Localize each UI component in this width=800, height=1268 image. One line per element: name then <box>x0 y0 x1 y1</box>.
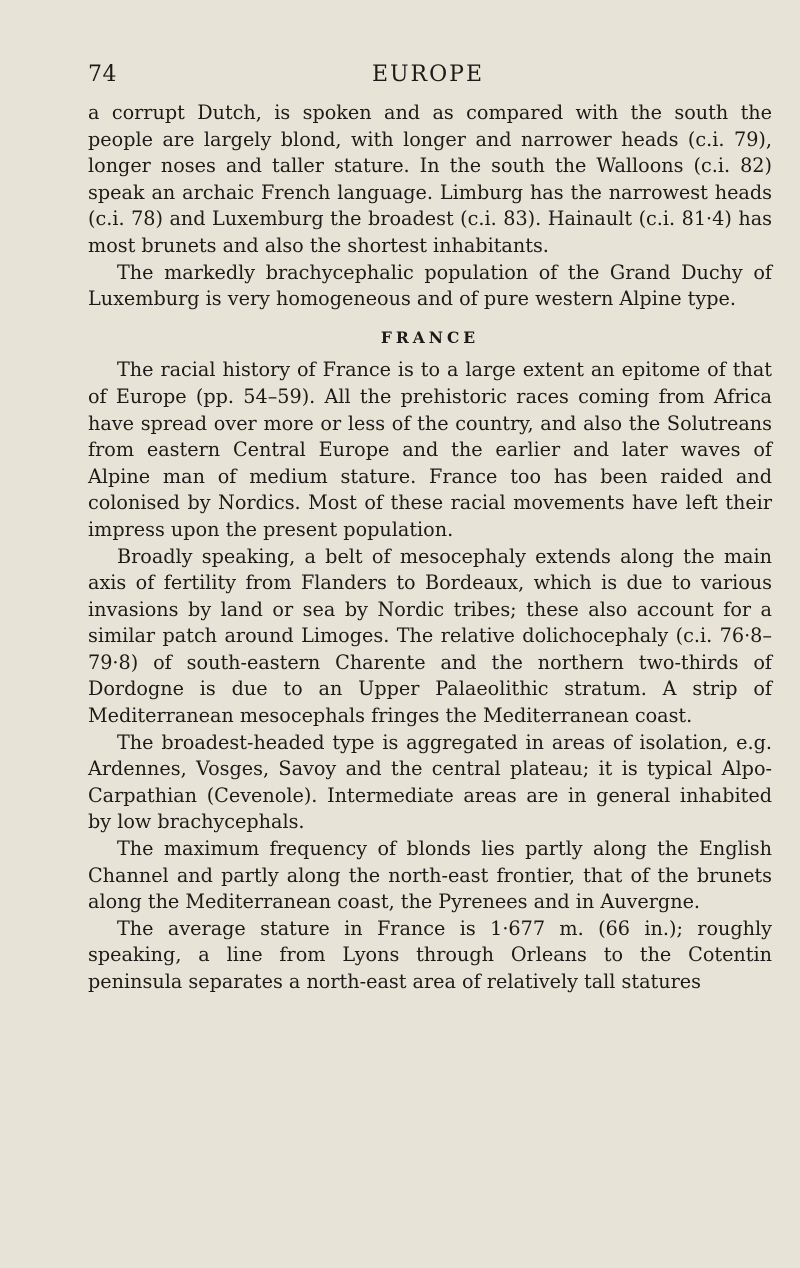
running-title: EUROPE <box>371 62 485 87</box>
paragraph: The racial history of France is to a large extent an epitome of that of Europe (pp. 54–59). All the prehistoric races coming from Africa have spread over more or less of the country, and also the Solutreans from eastern Central Europe and the earlier and later waves of Alpine man of medium stature. France too has been raided and colonised by Nordics. Most of these racial movements have left their impress upon the present population. <box>88 358 772 541</box>
paragraph: The average stature in France is 1·677 m. (66 in.); roughly speaking, a line from Lyons through Orleans to the Cotentin peninsula separates a north-east area of relatively tall statures <box>88 916 772 993</box>
page-number: 74 <box>88 62 117 87</box>
section-heading: FRANCE <box>380 327 480 347</box>
paragraph: The maximum frequency of blonds lies partly along the English Channel and partly along the north-east frontier, that of the brunets along the Mediterranean coast, the Pyrenees and in Auvergne. <box>88 837 772 914</box>
paragraph: a corrupt Dutch, is spoken and as compared with the south the people are largely blond, with longer and narrower heads (c.i. 79), longer noses and taller stature. In the south the Walloons (c.i. 82) speak an archaic French language. Limburg has the narrowest heads (c.i. 78) and Luxemburg the broadest (c.i. 83). Hainault (c.i. 81·4) has most brunets and also the shortest inhabitants. <box>88 101 772 257</box>
running-head <box>88 62 768 94</box>
paragraph: The broadest-headed type is aggregated in areas of isolation, e.g. Ardennes, Vosges, Savoy and the central plateau; it is typical Alpo-Carpathian (Cevenole). Intermediate areas are in general inhabited by low brachycephals. <box>88 730 772 834</box>
body-text <box>88 100 772 996</box>
paragraph: Broadly speaking, a belt of mesocephaly extends along the main axis of fertility from Flanders to Bordeaux, which is due to various invasions by land or sea by Nordic tribes; these also account for a similar patch around Limoges. The relative dolichocephaly (c.i. 76·8–79·8) of south-eastern Charente and the northern two-thirds of Dordogne is due to an Upper Palaeolithic stratum. A strip of Mediterranean mesocephals fringes the Mediterranean coast. <box>88 544 772 728</box>
paragraph: The markedly brachycephalic population of the Grand Duchy of Luxemburg is very homogeneous and of pure western Alpine type. <box>88 260 772 311</box>
